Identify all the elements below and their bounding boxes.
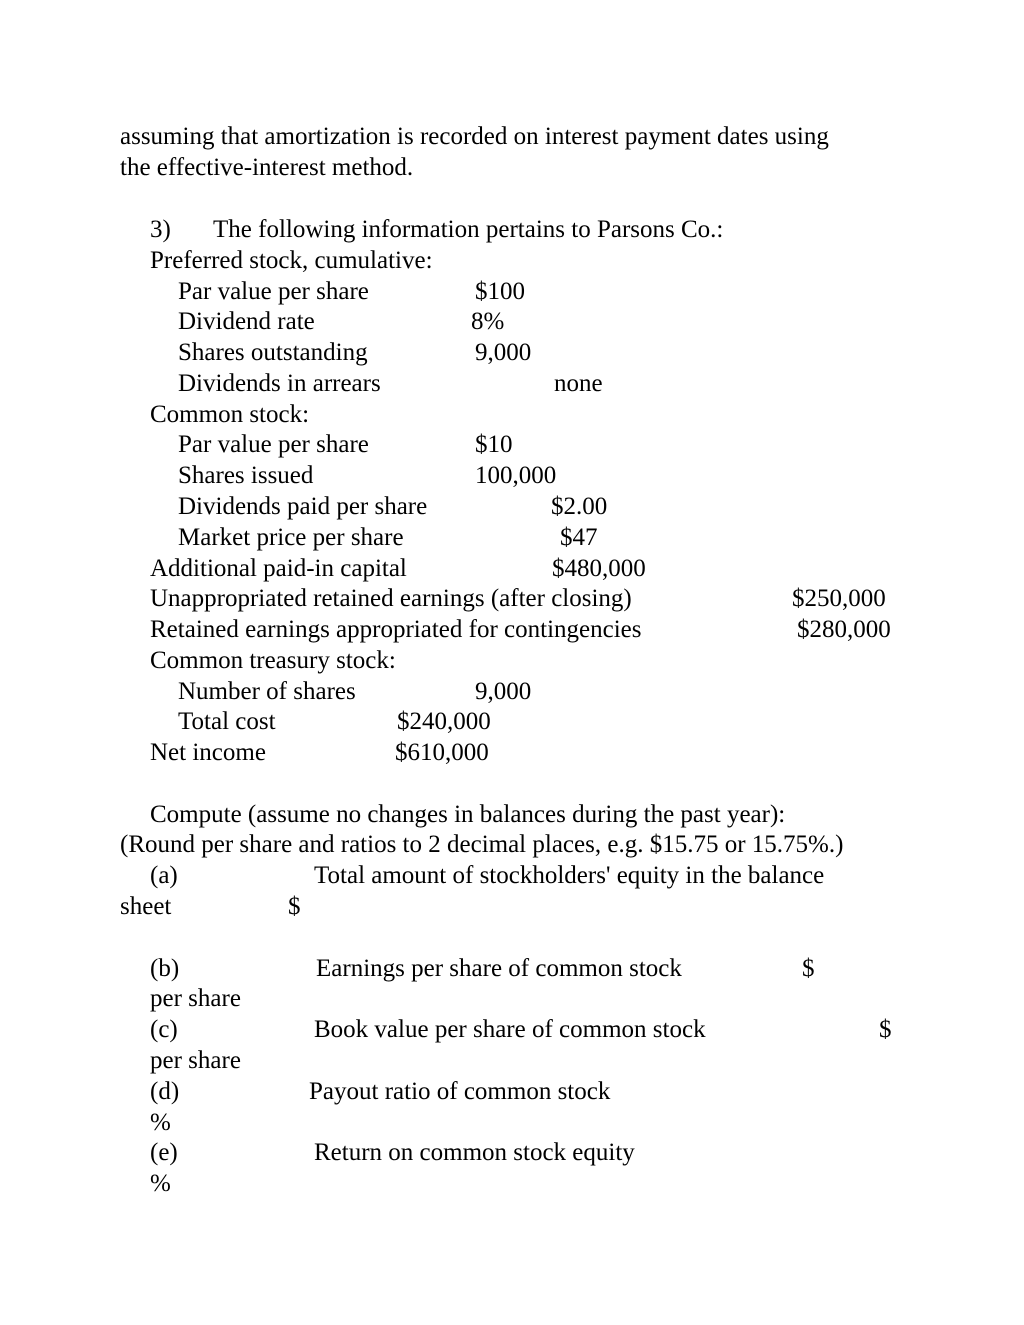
common-dividends-value: $2.00 [551, 493, 608, 520]
net-income-value: $610,000 [395, 739, 489, 766]
apic-label: Additional paid-in capital [150, 555, 407, 582]
item-e-text: Return on common stock equity [314, 1139, 635, 1166]
item-c-suffix: per share [150, 1047, 241, 1074]
preferred-shares-label: Shares outstanding [178, 339, 368, 366]
item-d-letter: (d) [150, 1078, 180, 1105]
preferred-arrears-value: none [554, 370, 603, 397]
item-b-suffix: per share [150, 985, 241, 1012]
unappropriated-label: Unappropriated retained earnings (after closing) [150, 585, 632, 612]
common-market-value: $47 [560, 524, 598, 551]
appropriated-value: $280,000 [797, 616, 891, 643]
item-b-letter: (b) [150, 955, 180, 982]
preferred-par-label: Par value per share [178, 278, 369, 305]
common-dividends-label: Dividends paid per share [178, 493, 428, 520]
rounding-instruction: (Round per share and ratios to 2 decimal places, e.g. $15.75 or 15.75%.) [120, 831, 844, 858]
preferred-rate-label: Dividend rate [178, 308, 315, 335]
item-e-suffix: % [150, 1170, 171, 1197]
preferred-header: Preferred stock, cumulative: [150, 247, 433, 274]
unappropriated-value: $250,000 [792, 585, 886, 612]
common-par-label: Par value per share [178, 431, 369, 458]
item-b-answer-unit: $ [802, 955, 815, 982]
common-header: Common stock: [150, 401, 310, 428]
treasury-header: Common treasury stock: [150, 647, 396, 674]
item-c-answer-unit: $ [879, 1016, 892, 1043]
preferred-arrears-label: Dividends in arrears [178, 370, 381, 397]
item-c-letter: (c) [150, 1016, 178, 1043]
problem-number: 3) [150, 216, 171, 243]
item-a-continuation: sheet [120, 893, 172, 920]
item-a-text: Total amount of stockholders' equity in the balance [314, 862, 825, 889]
item-c-text: Book value per share of common stock [314, 1016, 706, 1043]
common-par-value: $10 [475, 431, 513, 458]
item-b-text: Earnings per share of common stock [316, 955, 682, 982]
common-market-label: Market price per share [178, 524, 404, 551]
problem-heading: The following information pertains to Parsons Co.: [213, 216, 724, 243]
appropriated-label: Retained earnings appropriated for contingencies [150, 616, 642, 643]
intro-line-2: the effective-interest method. [120, 154, 414, 181]
preferred-shares-value: 9,000 [475, 339, 532, 366]
common-shares-value: 100,000 [475, 462, 557, 489]
treasury-shares-label: Number of shares [178, 678, 356, 705]
net-income-label: Net income [150, 739, 266, 766]
item-a-answer-unit: $ [288, 893, 301, 920]
treasury-cost-label: Total cost [178, 708, 276, 735]
preferred-par-value: $100 [475, 278, 525, 305]
treasury-shares-value: 9,000 [475, 678, 532, 705]
item-a-letter: (a) [150, 862, 178, 889]
preferred-rate-value: 8% [471, 308, 505, 335]
item-d-suffix: % [150, 1109, 171, 1136]
common-shares-label: Shares issued [178, 462, 314, 489]
intro-line-1: assuming that amortization is recorded on interest payment dates using [120, 123, 829, 150]
compute-instruction: Compute (assume no changes in balances during the past year): [150, 801, 786, 828]
item-e-letter: (e) [150, 1139, 178, 1166]
apic-value: $480,000 [552, 555, 646, 582]
treasury-cost-value: $240,000 [397, 708, 491, 735]
item-d-text: Payout ratio of common stock [309, 1078, 611, 1105]
